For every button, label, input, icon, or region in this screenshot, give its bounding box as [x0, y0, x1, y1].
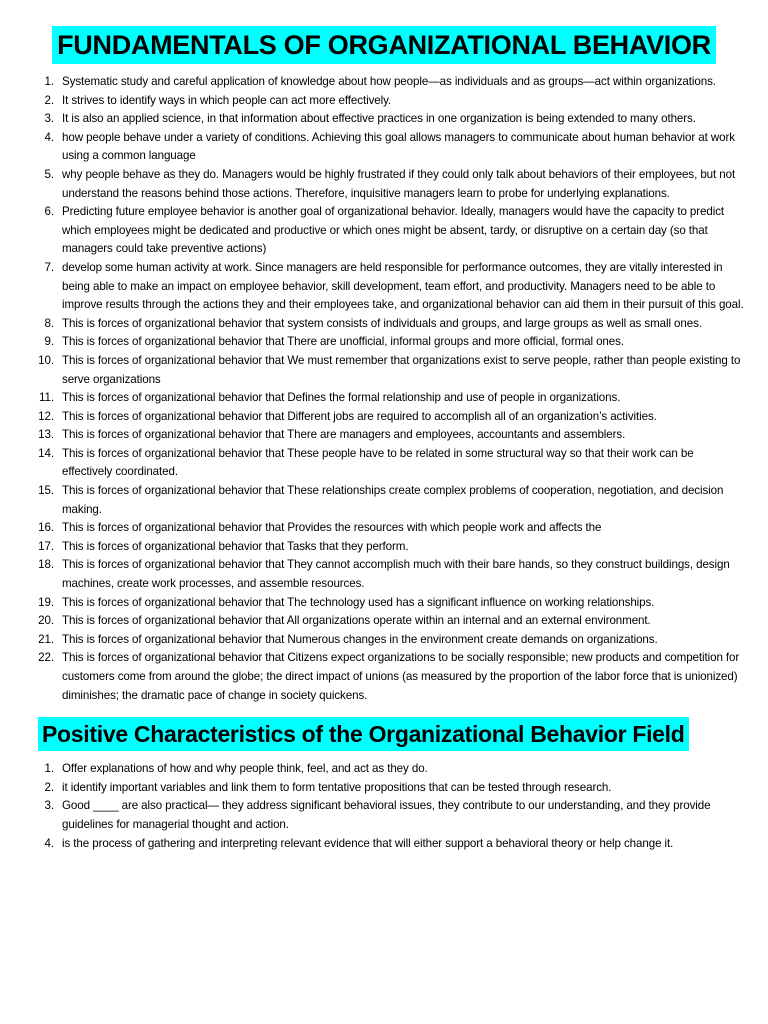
list-item-text: This is forces of organizational behavior that Citizens expect organizations to be socially responsible; new products and competition for customers come from around the globe; the direct impact of unions (as measured by the proportion of the labor force that is unionized) diminishes; the dramatic pace of change in society quickens.	[62, 651, 740, 702]
list-item	[0, 519, 768, 538]
list-item	[0, 426, 768, 445]
list-item-number: 21.	[38, 632, 54, 646]
list-item	[0, 482, 768, 519]
list-item-number: 15.	[38, 484, 54, 498]
list-item-number: 13.	[38, 428, 54, 442]
list-item	[0, 110, 768, 129]
list-item	[0, 92, 768, 111]
list-item-number: 1.	[44, 762, 54, 776]
list-item	[0, 612, 768, 631]
list-item-text: This is forces of organizational behavior that There are managers and employees, accountants and assemblers.	[62, 428, 626, 442]
section2-title: Positive Characteristics of the Organizational Behavior Field	[38, 717, 689, 751]
list-item	[0, 333, 768, 352]
list-item-number: 4.	[44, 836, 54, 850]
list-item-text: it identify important variables and link them to form tentative propositions that can be tested through research.	[62, 780, 612, 794]
list-item-text: This is forces of organizational behavior that The technology used has a significant influence on working relationships.	[62, 595, 655, 609]
list-item-text: Systematic study and careful application of knowledge about how people—as individuals and as groups—act within organizations.	[62, 75, 716, 88]
list-item	[0, 538, 768, 557]
list-item	[0, 389, 768, 408]
list-item-number: 6.	[44, 205, 54, 219]
section2-heading-wrap	[38, 717, 768, 751]
list-item-text: This is forces of organizational behavior that All organizations operate within an internal and an external environment.	[62, 614, 651, 628]
list-item-number: 17.	[38, 539, 54, 553]
list-item-text: This is forces of organizational behavior that These relationships create complex problems of cooperation, negotiation, and decision making.	[62, 484, 724, 516]
list-item-text: This is forces of organizational behavior that These people have to be related in some structural way so that their work can be effectively coordinated.	[62, 446, 694, 479]
list-item-text: This is forces of organizational behavior that They cannot accomplish much with their bare hands, so they construct buildings, design machines, create work processes, and assemble resources.	[62, 558, 730, 591]
list-item-number: 8.	[44, 316, 54, 330]
list-item-text: develop some human activity at work. Since managers are held responsible for performance outcomes, they are vitally interested in being able to make an impact on employee behavior, skill development, team effort, and productivity. Managers need to be able to improve results through the actions they and their employees take, and organizational behavior can aid them in their pursuit of this goal.	[62, 260, 744, 312]
list-item-number: 9.	[44, 335, 54, 349]
list-item	[0, 203, 768, 259]
list-item-text: This is forces of organizational behavior that system consists of individuals and groups, and large groups as well as small ones.	[62, 316, 702, 330]
list-item-text: This is forces of organizational behavior that Tasks that they perform.	[62, 539, 409, 553]
list-item	[0, 166, 768, 203]
list-item	[0, 760, 768, 779]
fundamentals-list	[0, 73, 768, 705]
list-item-number: 18.	[38, 558, 54, 572]
list-item-number: 1.	[44, 75, 54, 88]
list-item	[0, 556, 768, 593]
list-item	[0, 73, 768, 92]
list-item-number: 11.	[39, 391, 54, 405]
section1-heading-wrap	[0, 0, 768, 64]
list-item-number: 7.	[44, 260, 54, 274]
section1-title: FUNDAMENTALS OF ORGANIZATIONAL BEHAVIOR	[52, 26, 716, 64]
list-item	[0, 129, 768, 166]
list-item-number: 22.	[38, 651, 54, 665]
list-item	[0, 835, 768, 854]
list-item-text: how people behave under a variety of conditions. Achieving this goal allows managers to communicate about human behavior at work using a common language	[62, 130, 735, 163]
list-item-text: why people behave as they do. Managers would be highly frustrated if they could only talk about behaviors of their employees, but not understand the reasons behind those actions. Therefore, inquisitive managers learn to probe for underlying explanations.	[62, 167, 736, 200]
characteristics-list	[0, 760, 768, 853]
list-item-number: 10.	[38, 353, 54, 367]
list-item-number: 3.	[44, 799, 54, 813]
list-item-text: Offer explanations of how and why people think, feel, and act as they do.	[62, 762, 428, 776]
list-item-text: This is forces of organizational behavior that Numerous changes in the environment create demands on organizations.	[62, 632, 658, 646]
list-item	[0, 408, 768, 427]
list-item	[0, 594, 768, 613]
list-item-text: Predicting future employee behavior is another goal of organizational behavior. Ideally, managers would have the capacity to predict which employees might be dedicated and productive or which ones might be absent, tardy, or disruptive on a certain day (so that managers could take preventive actions)	[62, 205, 725, 256]
list-item-number: 5.	[44, 167, 54, 181]
list-item-number: 2.	[44, 93, 54, 107]
list-item-text: is the process of gathering and interpreting relevant evidence that will either support a behavioral theory or help change it.	[62, 836, 674, 850]
list-item	[0, 445, 768, 482]
list-item	[0, 797, 768, 834]
list-item-number: 2.	[44, 780, 54, 794]
list-item-text: This is forces of organizational behavior that We must remember that organizations exist to serve people, rather than people existing to serve organizations	[62, 353, 741, 386]
list-item-number: 20.	[38, 614, 54, 628]
list-item-text: This is forces of organizational behavior that Different jobs are required to accomplish all of an organization’s activities.	[62, 409, 657, 423]
list-item-text: It is also an applied science, in that information about effective practices in one organization is being extended to many others.	[62, 112, 696, 126]
list-item-number: 19.	[38, 595, 54, 609]
list-item-number: 14.	[38, 446, 54, 460]
list-item	[0, 631, 768, 650]
list-item	[0, 649, 768, 705]
list-item-number: 12.	[38, 409, 54, 423]
list-item	[0, 259, 768, 315]
list-item-number: 4.	[44, 130, 54, 144]
list-item-number: 16.	[38, 521, 54, 535]
list-item	[0, 352, 768, 389]
list-item-text: This is forces of organizational behavior that There are unofficial, informal groups and more official, formal ones.	[62, 335, 624, 349]
list-item-text: It strives to identify ways in which people can act more effectively.	[62, 93, 392, 107]
list-item-text: This is forces of organizational behavior that Provides the resources with which people work and affects the	[62, 521, 602, 535]
list-item	[0, 779, 768, 798]
list-item-number: 3.	[44, 112, 54, 126]
list-item-text: This is forces of organizational behavior that Defines the formal relationship and use of people in organizations.	[62, 391, 621, 405]
list-item-text: Good ____ are also practical— they address significant behavioral issues, they contribute to our understanding, and they provide guidelines for managerial thought and action.	[62, 799, 711, 831]
list-item	[0, 315, 768, 334]
